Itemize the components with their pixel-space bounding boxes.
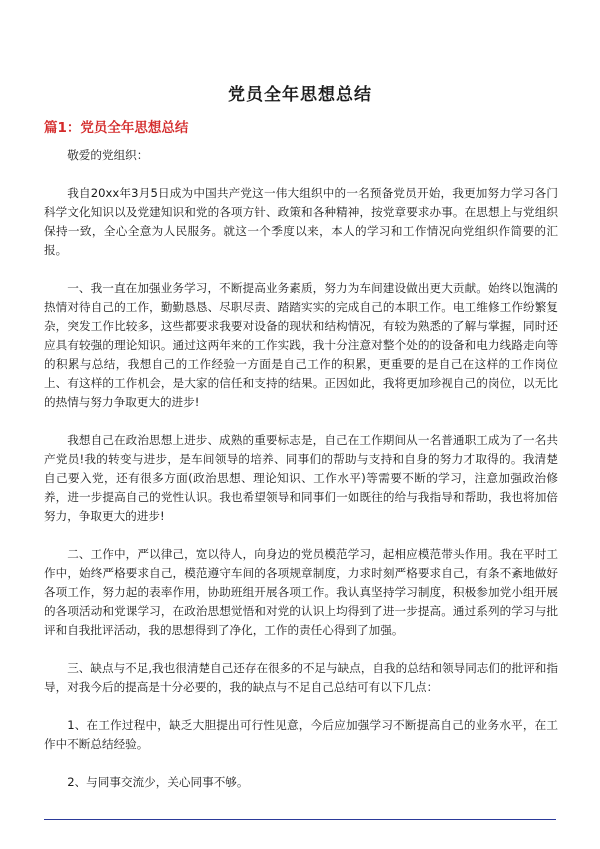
list-item-shortcoming-1: 1、在工作过程中，缺乏大胆提出可行性见意，今后应加强学习不断提高自己的业务水平，在工作中不断总结经验。 — [44, 718, 558, 751]
footer-divider — [44, 819, 556, 820]
document-title: 党员全年思想总结 — [228, 85, 372, 105]
paragraph-political-progress: 我想自己在政治思想上进步、成熟的重要标志是，自己在工作期间从一名普通职工成为了一名共产党员!我的转变与进步，是车间领导的培养、同事们的帮助与支持和自身的努力才取得的。我清楚自己要入党，还有很多方面(政治思想、理论知识、工作水平)等需要不断的学习，注意加强政治修养，进一步提高自己的党性认识。我也希望领导和同事们一如既往的给与我指导和帮助，我也将加倍努力，争取更大的进步! — [44, 433, 558, 523]
section-title: 篇1：党员全年思想总结 — [44, 120, 189, 136]
salutation: 敬爱的党组织： — [67, 148, 149, 162]
paragraph-section-2: 二、工作中，严以律己，宽以待人，向身边的党员模范学习，起相应模范带头作用。我在平时工作中，始终严格要求自己，模范遵守车间的各项规章制度，力求时刻严格要求自己，有条不紊地做好各项工作，努力起的表率作用，协助班组开展各项工作。我认真坚持学习制度，积极参加党小组开展的各项活动和党课学习，在政治思想觉悟和对党的认识上均得到了进一步提高。通过系列的学习与批评和自我批评活动，我的思想得到了净化，工作的责任心得到了加强。 — [44, 547, 558, 637]
paragraph-section-1: 一、我一直在加强业务学习，不断提高业务素质，努力为车间建设做出更大贡献。始终以饱满的热情对待自己的工作，勤勤恳恳、尽职尽责、踏踏实实的完成自己的本职工作。电工维修工作纷繁复杂，突发工作比较多，这些都要求我要对设备的现状和结构情况，有较为熟悉的了解与掌握，同时还应具有较强的理论知识。通过这两年来的工作实践，我十分注意对整个处的的设备和电力线路走向等的积累与总结，我想自己的工作经验一方面是自己工作的积累，更重要的是自己在这样的工作岗位上、有这样的工作机会，是大家的信任和支持的结果。正因如此，我将更加珍视自己的岗位，以无比的热情与努力争取更大的进步! — [44, 281, 558, 409]
list-item-shortcoming-2: 2、与同事交流少，关心同事不够。 — [67, 775, 249, 789]
paragraph-section-3: 三、缺点与不足,我也很清楚自己还存在很多的不足与缺点，自我的总结和领导同志们的批评和指导，对我今后的提高是十分必要的，我的缺点与不足自己总结可有以下几点： — [44, 661, 558, 694]
paragraph-intro: 我自20xx年3月5日成为中国共产党这一伟大组织中的一名预备党员开始，我更加努力学习各门科学文化知识以及党建知识和党的各项方针、政策和各种精神，按党章要求办事。在思想上与党组织保持一致，全心全意为人民服务。就这一个季度以来，本人的学习和工作情况向党组织作简要的汇报。 — [44, 186, 558, 257]
document-body — [44, 146, 558, 811]
